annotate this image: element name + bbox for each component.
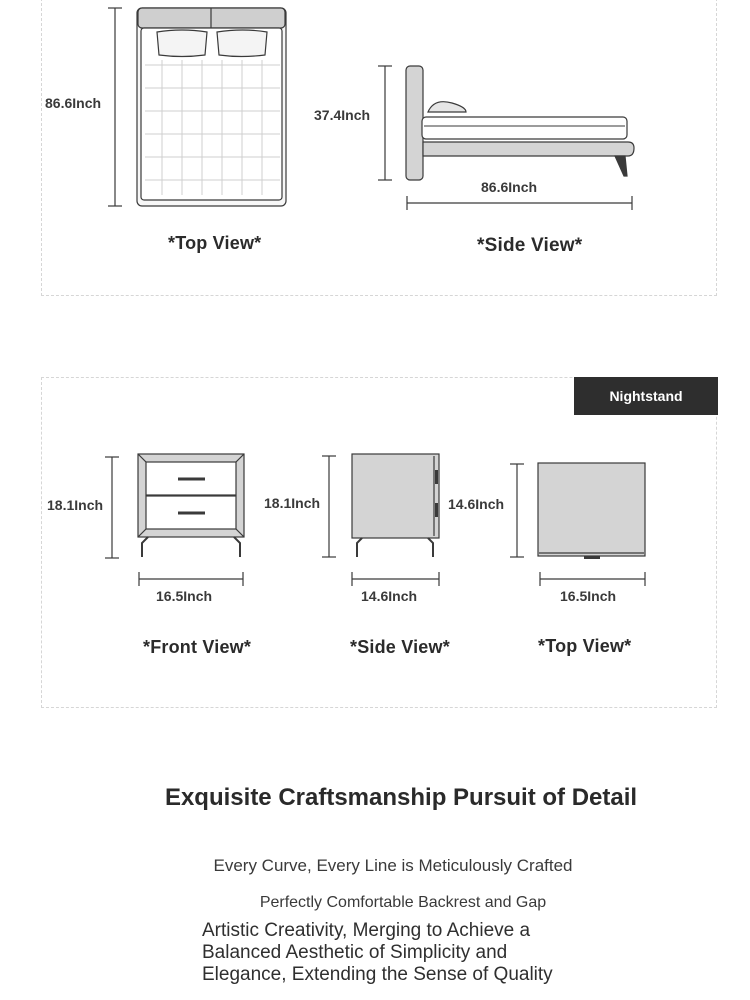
bed-top-length-label: 86.6Inch <box>45 95 102 111</box>
craftsmanship-headline: Exquisite Craftsmanship Pursuit of Detail <box>164 784 638 811</box>
nightstand-side-depth-label: 14.6Inch <box>361 588 418 604</box>
bed-side-view-caption: *Side View* <box>477 235 583 256</box>
nightstand-top-view-drawing <box>510 463 645 586</box>
nightstand-top-view-caption: *Top View* <box>538 636 632 656</box>
nightstand-tag: Nightstand <box>574 377 718 415</box>
nightstand-front-view-drawing <box>105 454 244 586</box>
nightstand-side-view-drawing <box>322 454 439 586</box>
nightstand-side-height-label: 18.1Inch <box>264 495 321 511</box>
craftsmanship-line-2: Perfectly Comfortable Backrest and Gap <box>259 894 547 911</box>
craftsmanship-paragraph: Artistic Creativity, Merging to Achieve a Balanced Aesthetic of Simplicity and Elegance, Extending the Sense of Quality <box>202 920 553 985</box>
nightstand-side-view-caption: *Side View* <box>350 637 450 657</box>
craftsmanship-line-1: Every Curve, Every Line is Meticulously Crafted <box>213 856 573 875</box>
nightstand-front-height-label: 18.1Inch <box>47 497 104 513</box>
nightstand-front-view-caption: *Front View* <box>143 637 252 657</box>
bed-top-view-caption: *Top View* <box>168 233 262 253</box>
nightstand-top-depth-label: 14.6Inch <box>448 496 505 512</box>
nightstand-top-width-label: 16.5Inch <box>560 588 617 604</box>
bed-top-view-drawing <box>108 8 286 206</box>
bed-side-length-label: 86.6Inch <box>481 179 538 195</box>
nightstand-front-width-label: 16.5Inch <box>156 588 213 604</box>
bed-side-height-label: 37.4Inch <box>314 107 371 123</box>
